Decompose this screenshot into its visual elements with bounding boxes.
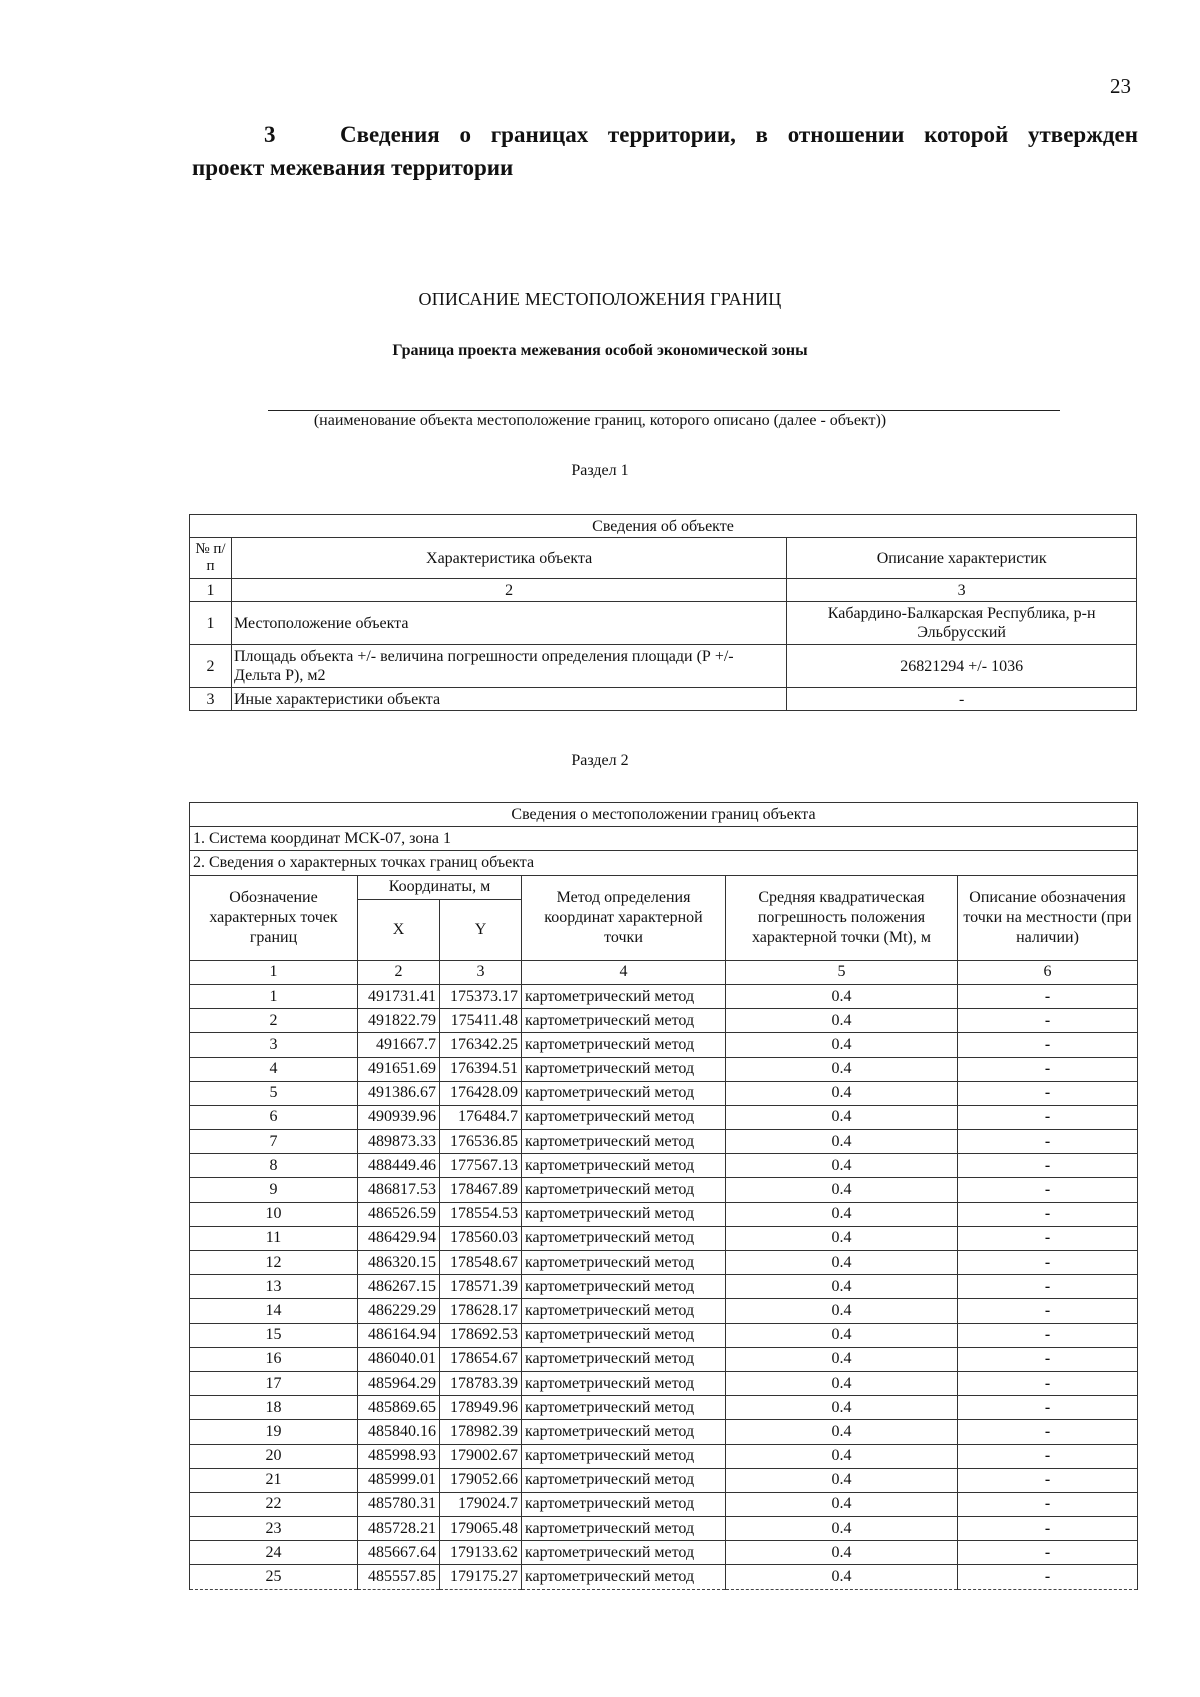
coord-y: 179175.27 <box>440 1565 522 1589</box>
method: картометрический метод <box>522 1226 726 1250</box>
method: картометрический метод <box>522 1396 726 1420</box>
coord-y: 178554.53 <box>440 1202 522 1226</box>
point-description: - <box>958 1105 1138 1129</box>
table-title-row <box>190 515 1137 538</box>
method: картометрический метод <box>522 1251 726 1275</box>
method: картометрический метод <box>522 1492 726 1516</box>
point-id: 14 <box>190 1299 358 1323</box>
point-description: - <box>958 1517 1138 1541</box>
method: картометрический метод <box>522 984 726 1008</box>
error: 0.4 <box>726 1468 958 1492</box>
table-row <box>190 1420 1138 1444</box>
section-heading-line2: проект межевания территории <box>192 155 514 180</box>
coord-system: 1. Система координат МСК-07, зона 1 <box>190 827 1138 851</box>
coord-y: 178571.39 <box>440 1275 522 1299</box>
point-id: 17 <box>190 1371 358 1395</box>
coord-x: 485869.65 <box>358 1396 440 1420</box>
object-info-table <box>189 514 1137 711</box>
coord-x: 485667.64 <box>358 1541 440 1565</box>
coord-x: 486040.01 <box>358 1347 440 1371</box>
method: картометрический метод <box>522 1033 726 1057</box>
point-id: 4 <box>190 1057 358 1081</box>
table-row <box>190 1178 1138 1202</box>
point-id: 9 <box>190 1178 358 1202</box>
table-title: Сведения об объекте <box>190 515 1137 538</box>
error: 0.4 <box>726 1492 958 1516</box>
column-number: 2 <box>231 579 786 602</box>
point-description: - <box>958 1347 1138 1371</box>
coord-y: 178560.03 <box>440 1226 522 1250</box>
coord-y: 178982.39 <box>440 1420 522 1444</box>
header-method: Метод определения координат характерной точки <box>522 875 726 960</box>
table-row <box>190 1081 1138 1105</box>
error: 0.4 <box>726 1420 958 1444</box>
row-number: 3 <box>190 688 232 711</box>
point-description: - <box>958 1154 1138 1178</box>
point-id: 1 <box>190 984 358 1008</box>
point-id: 21 <box>190 1468 358 1492</box>
row-characteristic: Иные характеристики объекта <box>231 688 786 711</box>
coord-x: 491386.67 <box>358 1081 440 1105</box>
coord-x: 491731.41 <box>358 984 440 1008</box>
table-row <box>190 1396 1138 1420</box>
column-numbers-row <box>190 960 1138 984</box>
coord-x: 491822.79 <box>358 1009 440 1033</box>
coord-y: 179024.7 <box>440 1492 522 1516</box>
table-row <box>190 984 1138 1008</box>
coord-system-row <box>190 827 1138 851</box>
table-row <box>190 1202 1138 1226</box>
underline-rule <box>268 410 1060 411</box>
point-description: - <box>958 1371 1138 1395</box>
point-id: 15 <box>190 1323 358 1347</box>
header-number: № п/п <box>190 538 232 579</box>
table-row <box>190 1565 1138 1589</box>
table-row <box>190 1347 1138 1371</box>
column-number: 1 <box>190 960 358 984</box>
table-row <box>190 645 1137 688</box>
point-description: - <box>958 984 1138 1008</box>
point-id: 13 <box>190 1275 358 1299</box>
section1-label: Раздел 1 <box>571 462 629 479</box>
error: 0.4 <box>726 1517 958 1541</box>
header-y: Y <box>440 899 522 960</box>
coord-y: 177567.13 <box>440 1154 522 1178</box>
coord-x: 490939.96 <box>358 1105 440 1129</box>
section-heading <box>192 118 1138 184</box>
error: 0.4 <box>726 1299 958 1323</box>
points-body <box>190 984 1138 1589</box>
point-id: 11 <box>190 1226 358 1250</box>
point-description: - <box>958 1323 1138 1347</box>
method: картометрический метод <box>522 1154 726 1178</box>
doc-title: ОПИСАНИЕ МЕСТОПОЛОЖЕНИЯ ГРАНИЦ <box>418 289 782 309</box>
point-description: - <box>958 1009 1138 1033</box>
row-description: - <box>787 688 1137 711</box>
table-row <box>190 1299 1138 1323</box>
coord-x: 486229.29 <box>358 1299 440 1323</box>
error: 0.4 <box>726 1154 958 1178</box>
point-id: 23 <box>190 1517 358 1541</box>
table-header-row <box>190 538 1137 579</box>
coord-x: 486526.59 <box>358 1202 440 1226</box>
boundary-points-table <box>189 802 1138 1590</box>
coord-x: 485999.01 <box>358 1468 440 1492</box>
point-description: - <box>958 1565 1138 1589</box>
error: 0.4 <box>726 1275 958 1299</box>
header-error: Средняя квадратическая погрешность положения характерной точки (Mt), м <box>726 875 958 960</box>
table-row <box>190 1130 1138 1154</box>
coord-y: 176394.51 <box>440 1057 522 1081</box>
coord-y: 176484.7 <box>440 1105 522 1129</box>
error: 0.4 <box>726 1396 958 1420</box>
table-row <box>190 1444 1138 1468</box>
header-x: X <box>358 899 440 960</box>
coord-y: 179002.67 <box>440 1444 522 1468</box>
table-row <box>190 688 1137 711</box>
error: 0.4 <box>726 1105 958 1129</box>
table-row <box>190 1323 1138 1347</box>
points-caption-row <box>190 851 1138 875</box>
point-description: - <box>958 1541 1138 1565</box>
column-number: 3 <box>440 960 522 984</box>
coord-x: 489873.33 <box>358 1130 440 1154</box>
error: 0.4 <box>726 984 958 1008</box>
method: картометрический метод <box>522 1009 726 1033</box>
method: картометрический метод <box>522 1444 726 1468</box>
table-row <box>190 1251 1138 1275</box>
point-id: 6 <box>190 1105 358 1129</box>
point-description: - <box>958 1396 1138 1420</box>
points-caption: 2. Сведения о характерных точках границ объекта <box>190 851 1138 875</box>
point-id: 5 <box>190 1081 358 1105</box>
row-description: 26821294 +/- 1036 <box>787 645 1137 688</box>
table-row <box>190 1541 1138 1565</box>
table-row <box>190 1492 1138 1516</box>
coord-y: 178692.53 <box>440 1323 522 1347</box>
object-caption: (наименование объекта местоположение границ, которого описано (далее - объект)) <box>313 412 887 429</box>
coord-x: 491667.7 <box>358 1033 440 1057</box>
point-description: - <box>958 1275 1138 1299</box>
page-number: 23 <box>1110 74 1131 98</box>
point-id: 10 <box>190 1202 358 1226</box>
error: 0.4 <box>726 1251 958 1275</box>
method: картометрический метод <box>522 1420 726 1444</box>
method: картометрический метод <box>522 1081 726 1105</box>
coord-x: 485964.29 <box>358 1371 440 1395</box>
point-description: - <box>958 1081 1138 1105</box>
section-number: 3 <box>264 122 276 147</box>
header-description: Описание обозначения точки на местности (при наличии) <box>958 875 1138 960</box>
table-title: Сведения о местоположении границ объекта <box>190 803 1138 827</box>
point-description: - <box>958 1251 1138 1275</box>
point-id: 8 <box>190 1154 358 1178</box>
coord-y: 176536.85 <box>440 1130 522 1154</box>
error: 0.4 <box>726 1323 958 1347</box>
coord-y: 175373.17 <box>440 984 522 1008</box>
point-id: 12 <box>190 1251 358 1275</box>
error: 0.4 <box>726 1033 958 1057</box>
error: 0.4 <box>726 1565 958 1589</box>
coord-x: 485780.31 <box>358 1492 440 1516</box>
coord-y: 178654.67 <box>440 1347 522 1371</box>
coord-x: 491651.69 <box>358 1057 440 1081</box>
column-number: 1 <box>190 579 232 602</box>
table-row <box>190 1033 1138 1057</box>
coord-y: 176342.25 <box>440 1033 522 1057</box>
point-description: - <box>958 1033 1138 1057</box>
method: картометрический метод <box>522 1299 726 1323</box>
point-id: 25 <box>190 1565 358 1589</box>
error: 0.4 <box>726 1057 958 1081</box>
table-row <box>190 1009 1138 1033</box>
header-description: Описание характеристик <box>787 538 1137 579</box>
error: 0.4 <box>726 1226 958 1250</box>
point-id: 19 <box>190 1420 358 1444</box>
point-description: - <box>958 1468 1138 1492</box>
method: картометрический метод <box>522 1105 726 1129</box>
point-id: 2 <box>190 1009 358 1033</box>
doc-subtitle: Граница проекта межевания особой экономической зоны <box>392 342 808 359</box>
coord-y: 179065.48 <box>440 1517 522 1541</box>
point-description: - <box>958 1130 1138 1154</box>
coord-y: 178467.89 <box>440 1178 522 1202</box>
table-row <box>190 602 1137 645</box>
point-id: 7 <box>190 1130 358 1154</box>
method: картометрический метод <box>522 1323 726 1347</box>
method: картометрический метод <box>522 1178 726 1202</box>
header-point: Обозначение характерных точек границ <box>190 875 358 960</box>
coord-x: 488449.46 <box>358 1154 440 1178</box>
coord-y: 179052.66 <box>440 1468 522 1492</box>
point-description: - <box>958 1492 1138 1516</box>
point-description: - <box>958 1057 1138 1081</box>
point-description: - <box>958 1444 1138 1468</box>
row-description: Кабардино-Балкарская Республика, р-н Эльбрусский <box>787 602 1137 645</box>
method: картометрический метод <box>522 1468 726 1492</box>
point-description: - <box>958 1226 1138 1250</box>
coord-y: 178949.96 <box>440 1396 522 1420</box>
coord-x: 485998.93 <box>358 1444 440 1468</box>
point-id: 24 <box>190 1541 358 1565</box>
point-description: - <box>958 1202 1138 1226</box>
table-row <box>190 1226 1138 1250</box>
method: картометрический метод <box>522 1541 726 1565</box>
table-row <box>190 1275 1138 1299</box>
coord-x: 486267.15 <box>358 1275 440 1299</box>
header-characteristic: Характеристика объекта <box>231 538 786 579</box>
table-row <box>190 1154 1138 1178</box>
table-title-row <box>190 803 1138 827</box>
point-description: - <box>958 1299 1138 1323</box>
coord-x: 486164.94 <box>358 1323 440 1347</box>
column-number: 5 <box>726 960 958 984</box>
method: картометрический метод <box>522 1275 726 1299</box>
column-number: 6 <box>958 960 1138 984</box>
point-id: 3 <box>190 1033 358 1057</box>
error: 0.4 <box>726 1444 958 1468</box>
point-id: 22 <box>190 1492 358 1516</box>
section2-label: Раздел 2 <box>571 752 629 769</box>
coord-y: 176428.09 <box>440 1081 522 1105</box>
header-row <box>190 875 1138 899</box>
point-id: 20 <box>190 1444 358 1468</box>
coord-y: 178548.67 <box>440 1251 522 1275</box>
coord-y: 178783.39 <box>440 1371 522 1395</box>
table-row <box>190 1517 1138 1541</box>
point-description: - <box>958 1420 1138 1444</box>
error: 0.4 <box>726 1130 958 1154</box>
row-characteristic: Местоположение объекта <box>231 602 786 645</box>
table-row <box>190 1468 1138 1492</box>
coord-x: 486429.94 <box>358 1226 440 1250</box>
point-description: - <box>958 1178 1138 1202</box>
error: 0.4 <box>726 1202 958 1226</box>
coord-y: 179133.62 <box>440 1541 522 1565</box>
error: 0.4 <box>726 1371 958 1395</box>
coord-y: 175411.48 <box>440 1009 522 1033</box>
error: 0.4 <box>726 1009 958 1033</box>
error: 0.4 <box>726 1178 958 1202</box>
column-number: 2 <box>358 960 440 984</box>
coord-y: 178628.17 <box>440 1299 522 1323</box>
table-row <box>190 1057 1138 1081</box>
method: картометрический метод <box>522 1130 726 1154</box>
table-row <box>190 1105 1138 1129</box>
coord-x: 486817.53 <box>358 1178 440 1202</box>
method: картометрический метод <box>522 1057 726 1081</box>
column-number: 4 <box>522 960 726 984</box>
row-number: 1 <box>190 602 232 645</box>
column-numbers-row <box>190 579 1137 602</box>
method: картометрический метод <box>522 1565 726 1589</box>
method: картометрический метод <box>522 1202 726 1226</box>
section-heading-line1: Сведения о границах территории, в отношении которой утвержден <box>340 122 1138 147</box>
row-characteristic: Площадь объекта +/- величина погрешности определения площади (Р +/- Дельта Р), м2 <box>231 645 786 688</box>
method: картометрический метод <box>522 1517 726 1541</box>
column-number: 3 <box>787 579 1137 602</box>
table-row <box>190 1371 1138 1395</box>
header-coords: Координаты, м <box>358 875 522 899</box>
point-id: 16 <box>190 1347 358 1371</box>
error: 0.4 <box>726 1081 958 1105</box>
method: картометрический метод <box>522 1347 726 1371</box>
coord-x: 485557.85 <box>358 1565 440 1589</box>
coord-x: 485840.16 <box>358 1420 440 1444</box>
coord-x: 485728.21 <box>358 1517 440 1541</box>
row-number: 2 <box>190 645 232 688</box>
error: 0.4 <box>726 1347 958 1371</box>
error: 0.4 <box>726 1541 958 1565</box>
method: картометрический метод <box>522 1371 726 1395</box>
point-id: 18 <box>190 1396 358 1420</box>
coord-x: 486320.15 <box>358 1251 440 1275</box>
